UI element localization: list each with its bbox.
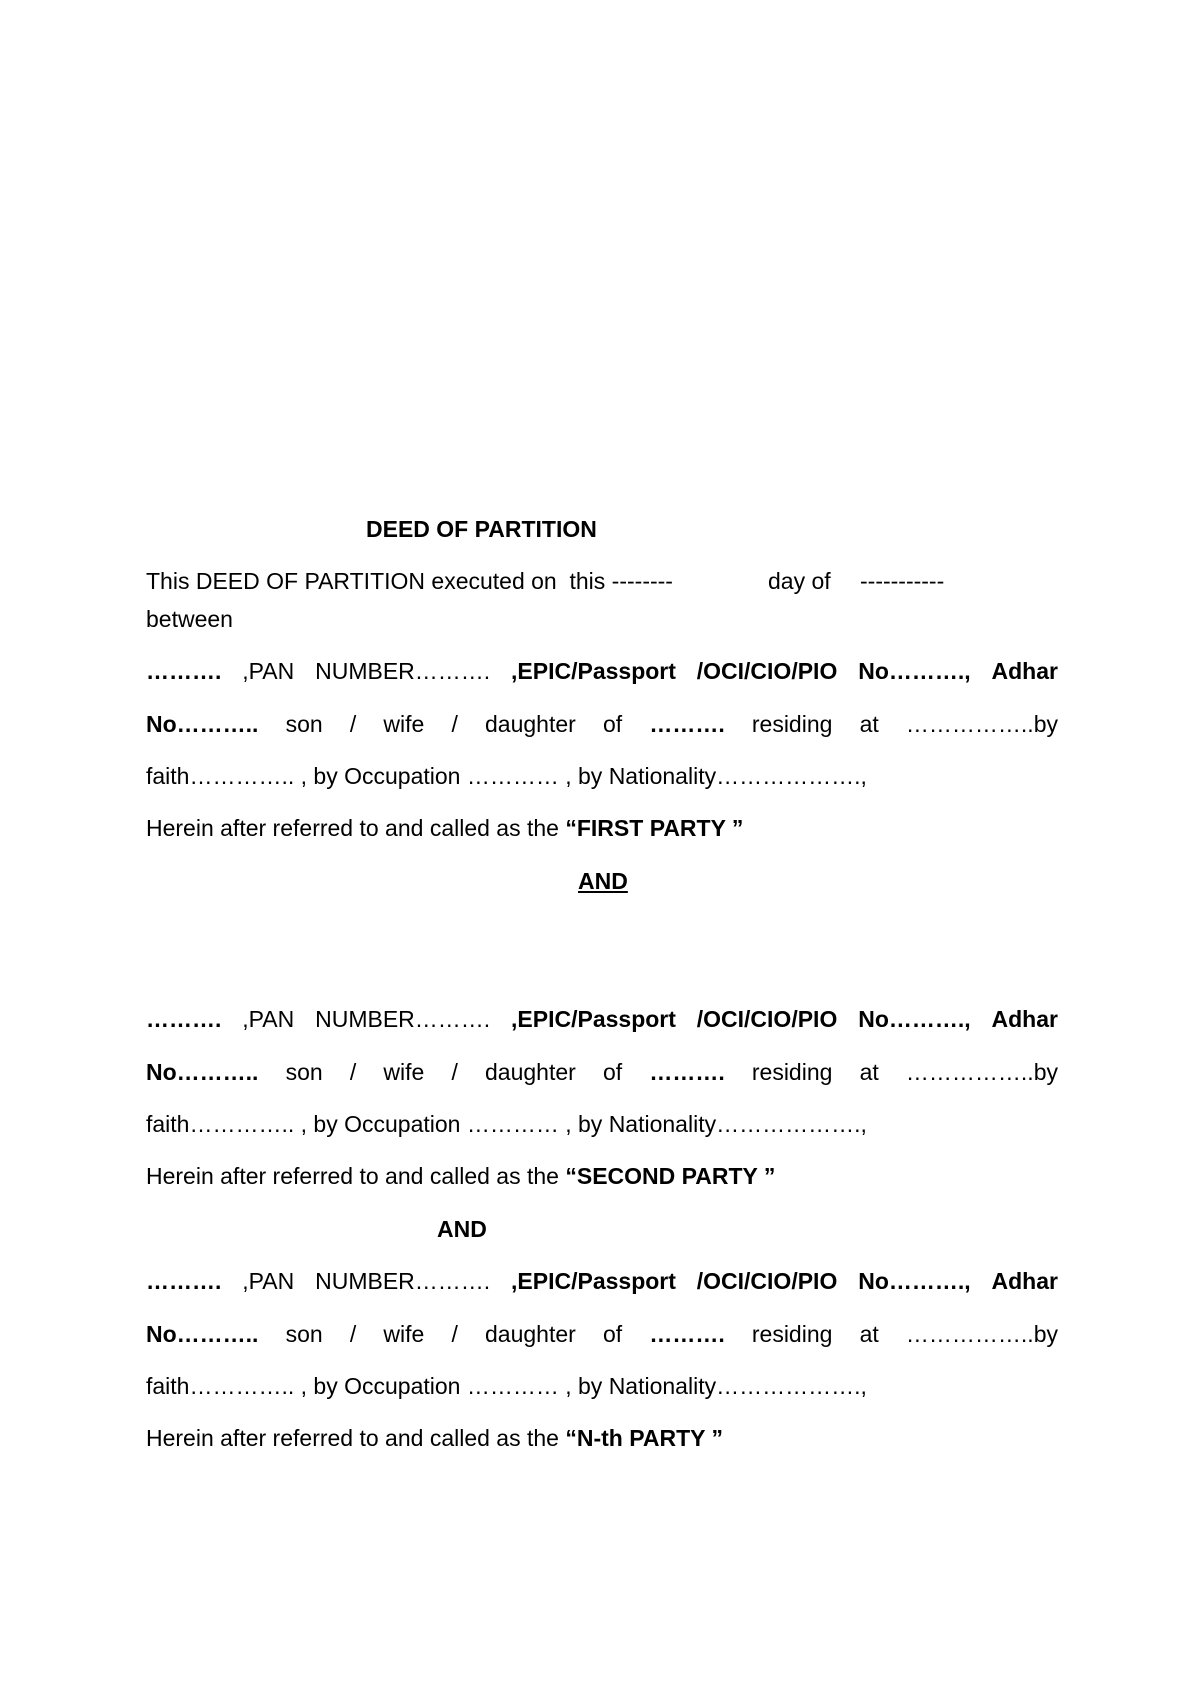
- document-title: DEED OF PARTITION: [366, 516, 597, 542]
- epic-label: ,EPIC/Passport: [511, 658, 676, 684]
- residing-label: residing: [751, 1321, 833, 1347]
- and-heading-1: AND: [578, 868, 628, 894]
- intro-day-of: day of: [768, 568, 831, 594]
- pan-number: NUMBER……….: [315, 658, 491, 684]
- parent-blank: ……….: [649, 1059, 725, 1085]
- wife-label: wife: [383, 1321, 425, 1347]
- nth-party-row-1: [146, 1266, 1058, 1296]
- pan-label: ,PAN: [242, 1268, 295, 1294]
- second-party-row-2: [146, 1057, 1058, 1087]
- referred-text: Herein after referred to and called as the: [146, 1425, 566, 1451]
- wife-label: wife: [383, 1059, 425, 1085]
- first-party-label: “FIRST PARTY ”: [565, 815, 744, 841]
- name-blank: ……….: [146, 658, 222, 684]
- nth-party-referred: [146, 1423, 723, 1453]
- pan-number: NUMBER……….: [315, 1006, 491, 1032]
- residing-label: residing: [751, 711, 833, 737]
- and-heading-2: AND: [437, 1216, 487, 1242]
- son-label: son: [285, 711, 323, 737]
- address-blank: ……………..by: [905, 1059, 1058, 1085]
- nth-party-label: “N-th PARTY ”: [565, 1425, 723, 1451]
- first-party-row-3: faith………….. , by Occupation ………… , by Nationality……………….,: [146, 763, 867, 789]
- pan-label: ,PAN: [242, 658, 295, 684]
- epic-label: ,EPIC/Passport: [511, 1268, 676, 1294]
- daughter-label: daughter: [485, 1321, 576, 1347]
- epic-label: ,EPIC/Passport: [511, 1006, 676, 1032]
- address-blank: ……………..by: [905, 711, 1058, 737]
- epic-number: No……….,: [858, 1268, 971, 1294]
- of-label: of: [602, 711, 623, 737]
- wife-label: wife: [383, 711, 425, 737]
- adhar-label: Adhar: [991, 1268, 1058, 1294]
- adhar-label: Adhar: [991, 1006, 1058, 1032]
- son-label: son: [285, 1321, 323, 1347]
- at-label: at: [859, 711, 879, 737]
- adhar-number: No………..: [146, 1321, 259, 1347]
- second-party-row-3: faith………….. , by Occupation ………… , by Nationality……………….,: [146, 1111, 867, 1137]
- slash: /: [349, 1321, 357, 1347]
- oci-label: /OCI/CIO/PIO: [696, 658, 838, 684]
- pan-number: NUMBER……….: [315, 1268, 491, 1294]
- adhar-number: No………..: [146, 1059, 259, 1085]
- intro-dashes: -----------: [860, 568, 945, 594]
- second-party-label: “SECOND PARTY ”: [565, 1163, 776, 1189]
- referred-text: Herein after referred to and called as the: [146, 1163, 566, 1189]
- oci-label: /OCI/CIO/PIO: [696, 1006, 838, 1032]
- parent-blank: ……….: [649, 1321, 725, 1347]
- first-party-referred: [146, 813, 743, 843]
- slash: /: [349, 1059, 357, 1085]
- second-party-row-1: [146, 1004, 1058, 1034]
- pan-label: ,PAN: [242, 1006, 295, 1032]
- daughter-label: daughter: [485, 711, 576, 737]
- at-label: at: [859, 1321, 879, 1347]
- nth-party-row-2: [146, 1319, 1058, 1349]
- first-party-row-1: [146, 656, 1058, 686]
- of-label: of: [602, 1321, 623, 1347]
- second-party-referred: [146, 1161, 775, 1191]
- slash: /: [349, 711, 357, 737]
- intro-text: This DEED OF PARTITION executed on this --------: [146, 568, 673, 594]
- intro-line-1: [146, 566, 673, 596]
- son-label: son: [285, 1059, 323, 1085]
- address-blank: ……………..by: [905, 1321, 1058, 1347]
- at-label: at: [859, 1059, 879, 1085]
- name-blank: ……….: [146, 1006, 222, 1032]
- name-blank: ……….: [146, 1268, 222, 1294]
- adhar-number: No………..: [146, 711, 259, 737]
- daughter-label: daughter: [485, 1059, 576, 1085]
- adhar-label: Adhar: [991, 658, 1058, 684]
- nth-party-row-3: faith………….. , by Occupation ………… , by Nationality……………….,: [146, 1373, 867, 1399]
- slash: /: [451, 711, 458, 737]
- residing-label: residing: [751, 1059, 833, 1085]
- epic-number: No……….,: [858, 658, 971, 684]
- referred-text: Herein after referred to and called as the: [146, 815, 566, 841]
- epic-number: No……….,: [858, 1006, 971, 1032]
- parent-blank: ……….: [649, 711, 725, 737]
- oci-label: /OCI/CIO/PIO: [696, 1268, 838, 1294]
- slash: /: [451, 1059, 458, 1085]
- slash: /: [451, 1321, 458, 1347]
- intro-between: between: [146, 606, 233, 632]
- first-party-row-2: [146, 709, 1058, 739]
- of-label: of: [602, 1059, 623, 1085]
